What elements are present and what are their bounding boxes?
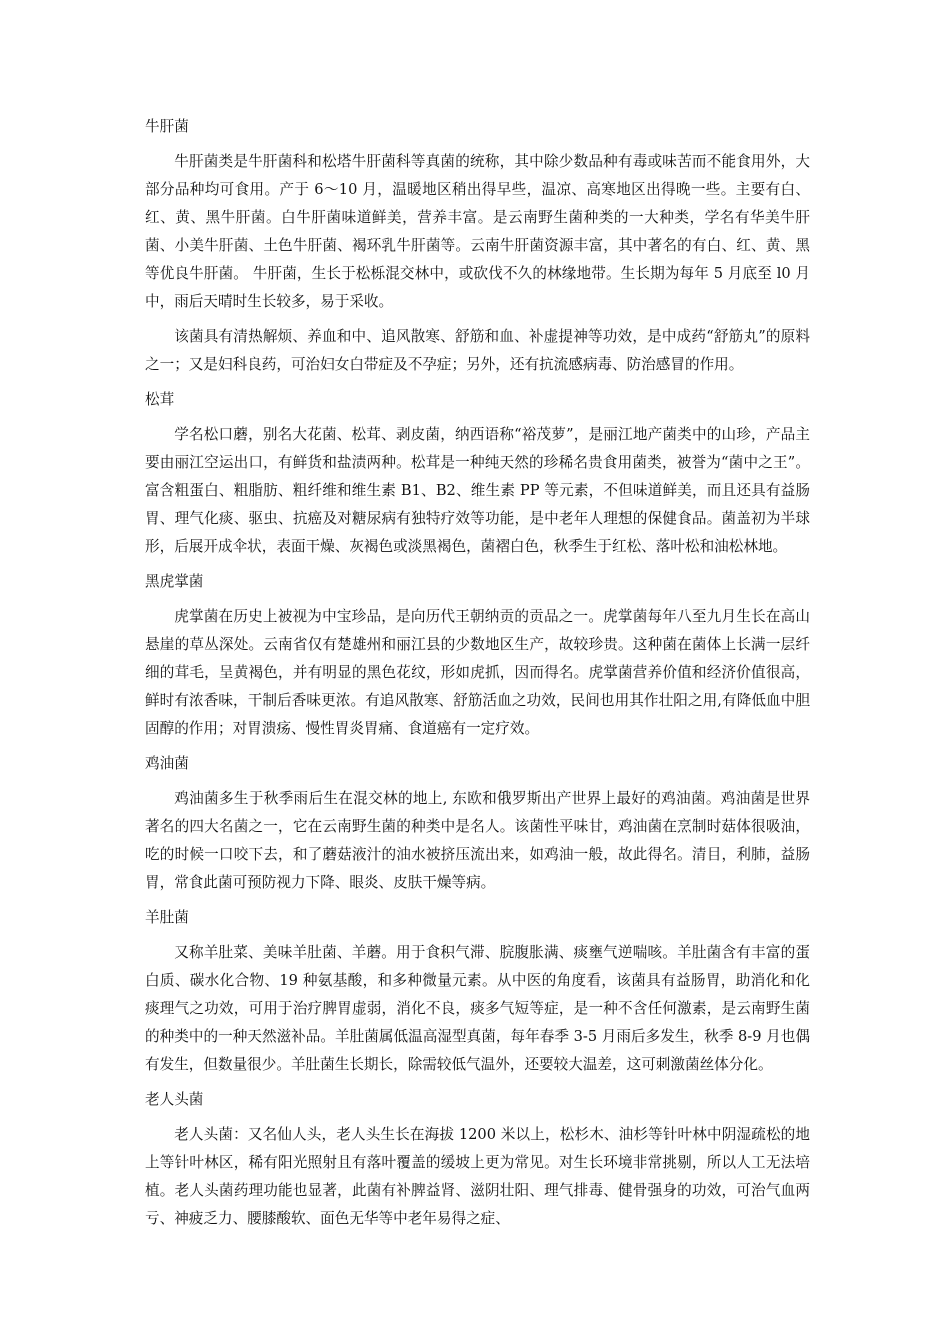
section-paragraph: 该菌具有清热解烦、养血和中、追风散寒、舒筋和血、补虚提神等功效，是中成药“舒筋丸”的原料之一；又是妇科良药，可治妇女白带症及不孕症；另外，还有抗流感病毒、防治感冒的作用。 (145, 328, 810, 373)
section-title: 羊肚菌 (145, 909, 189, 926)
section-yangdujun (145, 904, 810, 1079)
section-title: 鸡油菌 (145, 755, 189, 772)
section-title: 牛肝菌 (145, 118, 189, 135)
section-paragraph: 鸡油菌多生于秋季雨后生在混交林的地上, 东欧和俄罗斯出产世界上最好的鸡油菌。鸡油菌是世界著名的四大名菌之一，它在云南野生菌的种类中是名人。该菌性平味甘，鸡油菌在烹制时菇体很吸油，吃的时候一口咬下去，和了蘑菇液汁的油水被挤压流出来，如鸡油一般，故此得名。清目，利肺，益肠胃，常食此菌可预防视力下降、眼炎、皮肤干燥等病。 (145, 790, 810, 891)
document-page (145, 113, 810, 1240)
section-paragraph: 牛肝菌类是牛肝菌科和松塔牛肝菌科等真菌的统称，其中除少数品种有毒或味苦而不能食用外，大部分品种均可食用。产于 6～10 月，温暖地区稍出得早些，温凉、高寒地区出得晚一些。主要有白、红、黄、黑牛肝菌。白牛肝菌味道鲜美，营养丰富。是云南野生菌种类的一大种类，学名有华美牛肝菌、小美牛肝菌、土色牛肝菌、褐环乳牛肝菌等。云南牛肝菌资源丰富，其中著名的有白、红、黄、黑等优良牛肝菌。 牛肝菌，生长于松栎混交林中，或砍伐不久的林缘地带。生长期为每年 5 月底至 l0 月中，雨后天晴时生长较多，易于采收。 (145, 153, 810, 310)
section-songrong (145, 386, 810, 561)
section-paragraph: 虎掌菌在历史上被视为中宝珍品，是向历代王朝纳贡的贡品之一。虎掌菌每年八至九月生长在高山悬崖的草丛深处。云南省仅有楚雄州和丽江县的少数地区生产，故较珍贵。这种菌在菌体上长满一层纤细的茸毛，呈黄褐色，并有明显的黑色花纹，形如虎抓，因而得名。虎掌菌营养价值和经济价值很高，鲜时有浓香味，干制后香味更浓。有追风散寒、舒筋活血之功效，民间也用其作壮阳之用,有降低血中胆固醇的作用；对胃溃疡、慢性胃炎胃痛、食道癌有一定疗效。 (145, 608, 810, 737)
section-title: 老人头菌 (145, 1091, 204, 1108)
section-title: 黑虎掌菌 (145, 573, 204, 590)
section-niuganjun (145, 113, 810, 379)
section-jiyoujun (145, 750, 810, 897)
section-laorentoujun (145, 1086, 810, 1233)
section-heihuzhangjun (145, 568, 810, 743)
section-title: 松茸 (145, 391, 175, 408)
section-paragraph: 又称羊肚菜、美味羊肚菌、羊蘑。用于食积气滞、脘腹胀满、痰壅气逆喘咳。羊肚菌含有丰富的蛋白质、碳水化合物、19 种氨基酸，和多种微量元素。从中医的角度看，该菌具有益肠胃，助消化和化痰理气之功效，可用于治疗脾胃虚弱，消化不良，痰多气短等症，是一种不含任何激素，是云南野生菌的种类中的一种天然滋补品。羊肚菌属低温高湿型真菌，每年春季 3-5 月雨后多发生，秋季 8-9 月也偶有发生，但数量很少。羊肚菌生长期长，除需较低气温外，还要较大温差，这可刺激菌丝体分化。 (145, 944, 810, 1073)
section-paragraph: 老人头菌：又名仙人头，老人头生长在海拔 1200 米以上，松杉木、油杉等针叶林中阴湿疏松的地上等针叶林区，稀有阳光照射且有落叶覆盖的缓坡上更为常见。对生长环境非常挑剔，所以人工无法培植。老人头菌药理功能也显著，此菌有补脾益肾、滋阴壮阳、理气排毒、健骨强身的功效，可治气血两亏、神疲乏力、腰膝酸软、面色无华等中老年易得之症、 (145, 1126, 810, 1227)
section-paragraph: 学名松口蘑，别名大花菌、松茸、剥皮菌，纳西语称“裕茂萝”，是丽江地产菌类中的山珍，产品主要由丽江空运出口，有鲜货和盐渍两种。松茸是一种纯天然的珍稀名贵食用菌类，被誉为“菌中之王”。富含粗蛋白、粗脂肪、粗纤维和维生素 B1、B2、维生素 PP 等元素，不但味道鲜美，而且还具有益肠胃、理气化痰、驱虫、抗癌及对糖尿病有独特疗效等功能，是中老年人理想的保健食品。菌盖初为半球形，后展开成伞状，表面干燥、灰褐色或淡黑褐色，菌褶白色，秋季生于红松、落叶松和油松林地。 (145, 426, 810, 555)
